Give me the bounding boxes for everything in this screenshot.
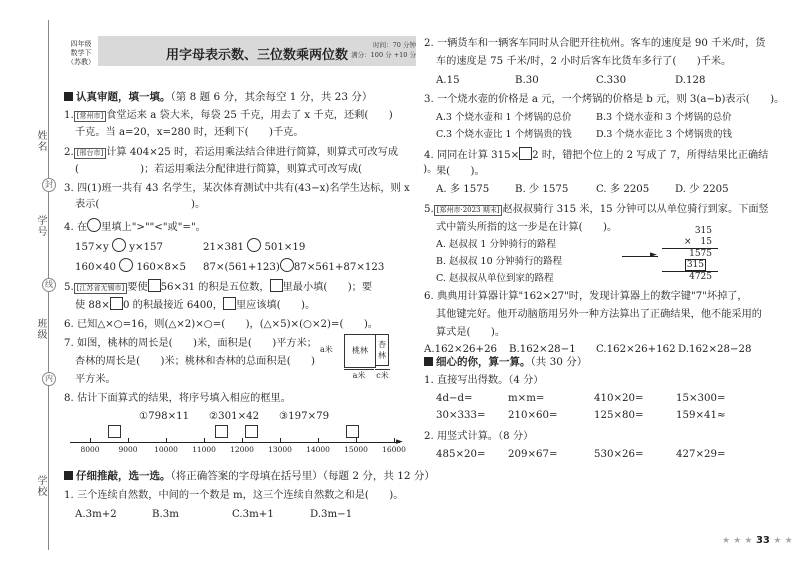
number-line-tick [128, 438, 129, 442]
answer-circle[interactable] [119, 258, 133, 272]
answer-box[interactable] [215, 425, 228, 438]
number-line-tick [204, 438, 205, 442]
edition-text: （苏教） [67, 58, 95, 66]
partial-product-1: 1575 [689, 249, 712, 259]
binding-circle: 内 [42, 372, 56, 386]
question-5-line2: 使 88× 0 的积最接近 6400， 里应该填( )。 [75, 297, 315, 312]
calc-item: 159×41≈ [676, 410, 726, 421]
choice-3-option-c: C.3 个烧水壶比 1 个烤锅贵的钱 [436, 129, 572, 140]
multiplicand: 315 [694, 226, 712, 236]
question-4: 4. 在 里填上">""<"或"="。 [64, 218, 206, 234]
bottom-a-label: a米 [344, 369, 374, 381]
choice-3-option-d: D.3 个烧水壶比 3 个烤锅贵的钱 [596, 129, 732, 140]
section-choice-heading: 仔细推敲，选一选。（将正确答案的字母填在括号里）（每题 2 分，共 12 分） [64, 470, 435, 483]
calc-item: 125×80= [594, 410, 644, 421]
compare-item: 157×y y×157 [75, 238, 163, 254]
number-line-tick-label: 16000 [382, 445, 406, 454]
choice-1-option-a: A.3m+2 [75, 509, 117, 520]
arrow-icon: ► [396, 437, 403, 447]
question-3: 3. 四(1)班一共有 43 名学生，某次体育测试中共有(43−x)名学生达标，则 x [64, 183, 410, 194]
vertical-multiplication [662, 226, 718, 288]
question-7: 7. 如图，桃林的周长是( )米，面积是( )平方米； [64, 338, 317, 349]
choice-2-option-c: C.330 [596, 75, 627, 86]
choice-4: 4. 同同在计算 315× 2 时，错把个位上的 2 写成了 7，所得结果比正确结 [424, 147, 768, 162]
orchard-figure [322, 334, 402, 382]
name-label: 姓名 [35, 130, 46, 152]
apricot-orchard: 杏 林 [375, 334, 389, 366]
compare-item: 87×(561+123) 87×561+87×123 [203, 258, 384, 274]
choice-4-option-a: A. 多 1575 [436, 184, 490, 195]
choice-5: 5. [郑州市·2023 期末] 赵叔叔骑行 315 米，15 分钟可以从单位骑行到家。下面竖 [424, 204, 769, 215]
number-line-tick [356, 438, 357, 442]
question-1: 1. [常州市] 食堂运来 a 袋大米，每袋 25 千克，用去了 x 千克，还剩( ) [64, 110, 393, 121]
section-marker-icon [424, 357, 433, 366]
choice-3-option-b: B.3 个烧水壶和 3 个烤锅的总价 [596, 112, 732, 123]
choice-2: 2. 一辆货车和一辆客车同时从合肥开往杭州。客车的速度是 90 千米/时，货 [424, 38, 766, 49]
student-number-label: 学号 [35, 215, 46, 237]
number-line-tick-label: 11000 [192, 445, 216, 454]
choice-6-option-d: D.162×28−28 [678, 344, 752, 355]
choice-3-option-a: A.3 个烧水壶和 1 个烤锅的总价 [436, 112, 572, 123]
stars-right: ★ ★ [773, 536, 793, 546]
answer-box[interactable] [148, 279, 161, 292]
answer-box[interactable] [108, 425, 121, 438]
number-line-tick-label: 14000 [306, 445, 330, 454]
grade-badge [64, 40, 98, 67]
choice-6-line2: 其他键完好。他开动脑筋用另外一种方法算出了正确结果，他不能采用的 [436, 309, 762, 320]
choice-2-option-b: B.30 [515, 75, 539, 86]
choice-3: 3. 一个烧水壶的价格是 a 元，一个烤锅的价格是 b 元，则 3(a−b)表示( )。 [424, 94, 785, 105]
calc-item: 427×29= [676, 449, 726, 460]
compare-item: 160×40 160×8×5 [75, 258, 186, 274]
calc-1: 1. 直接写出得数。（4 分） [424, 375, 544, 386]
answer-circle[interactable] [112, 238, 126, 252]
estimate-expr-1: ①798×11 [139, 411, 190, 422]
number-line-tick-label: 9000 [118, 445, 138, 454]
question-2: 2. [邢台市] 计算 404×25 时，若运用乘法结合律进行简算，则算式可改写成 [64, 147, 399, 158]
calc-item: 30×333= [436, 410, 486, 421]
subject-text: 数学 [70, 49, 85, 57]
question-7-line3: 平方米。 [75, 374, 116, 385]
answer-box[interactable] [110, 297, 123, 310]
choice-5-option-b: B. 赵叔叔 10 分钟骑行的路程 [436, 256, 563, 267]
number-line-tick [318, 438, 319, 442]
number-line-tick [280, 438, 281, 442]
arrow-icon: ► [650, 250, 657, 260]
calc-item: 209×67= [508, 449, 558, 460]
binding-circle: 线 [42, 278, 56, 292]
answer-box[interactable] [223, 297, 236, 310]
choice-5-option-a: A. 赵叔叔 1 分钟骑行的路程 [436, 239, 556, 250]
time-score-info [336, 40, 416, 60]
calc-item: 530×26= [594, 449, 644, 460]
choice-6-option-c: C.162×26+162 [596, 344, 676, 355]
choice-5-line2: 式中箭头所指的这一步是在计算( )。 [436, 222, 618, 233]
compare-item: 21×381 501×19 [203, 238, 305, 254]
bottom-c-label: c米 [376, 371, 389, 380]
choice-4-option-b: B. 少 1575 [515, 184, 569, 195]
choice-4-option-d: D. 少 2205 [675, 184, 729, 195]
time-limit: 时间：70 分钟 [373, 41, 416, 49]
number-line-tick [242, 438, 243, 442]
question-2-line2: ( )；若运用乘法分配律进行简算，则算式可改写成( )。 [75, 164, 438, 175]
number-line [70, 422, 410, 462]
page-number-value: 33 [755, 535, 770, 546]
binding-strip [0, 0, 62, 569]
answer-circle[interactable] [247, 238, 261, 252]
number-line-tick-label: 8000 [80, 445, 100, 454]
choice-2-option-a: A.15 [436, 75, 460, 86]
estimate-expr-2: ②301×42 [209, 411, 260, 422]
calc-item: 210×60= [508, 410, 558, 421]
answer-box[interactable] [346, 425, 359, 438]
page-number [722, 535, 793, 546]
choice-6-option-a: A.162×26+26 [424, 344, 498, 355]
number-line-tick [394, 438, 395, 442]
question-5: 5. [江苏省无锡市] 要使 56×31 的积是五位数， 里最小填( )；要 [64, 279, 372, 294]
answer-box[interactable] [519, 147, 532, 160]
answer-circle[interactable] [87, 218, 101, 232]
number-line-tick [166, 438, 167, 442]
partial-product-2: 315 [662, 260, 718, 272]
choice-5-option-c: C. 赵叔叔从单位到家的路程 [436, 273, 554, 284]
estimate-expr-3: ③197×79 [279, 411, 330, 422]
number-line-tick-label: 10000 [154, 445, 178, 454]
number-line-tick-label: 12000 [230, 445, 254, 454]
answer-box[interactable] [270, 279, 283, 292]
section-marker-icon [64, 92, 73, 101]
section-fill-in-heading: 认真审题，填一填。（第 8 题 6 分，其余每空 1 分，共 23 分） [64, 91, 372, 104]
choice-4-option-c: C. 多 2205 [596, 184, 650, 195]
answer-circle[interactable] [280, 258, 294, 272]
multiplier: × 15 [662, 237, 718, 249]
section-calculate-heading: 细心的你，算一算。（共 30 分） [424, 356, 587, 369]
product: 4725 [689, 272, 712, 282]
choice-2-option-d: D.128 [675, 75, 706, 86]
choice-4-line2: 果( )。 [436, 166, 485, 177]
full-score: 满分：100 分 +10 分 [351, 51, 416, 59]
stars-left: ★ ★ ★ [722, 536, 753, 546]
number-line-tick [90, 438, 91, 442]
question-1-line2: 千克。当 a=20，x=280 时，还剩下( )千克。 [75, 127, 304, 138]
calc-item: 4d−d= [436, 393, 473, 404]
choice-1: 1. 三个连续自然数，中间的一个数是 m，这三个连续自然数之和是( )。 [64, 490, 404, 501]
number-line-tick-label: 15000 [344, 445, 368, 454]
number-line-tick-label: 13000 [268, 445, 292, 454]
choice-1-option-d: D.3m−1 [310, 509, 353, 520]
choice-6-option-b: B.162×28−1 [509, 344, 576, 355]
choice-6: 6. 典典用计算器计算"162×27"时，发现计算器上的数字键"7"坏掉了， [424, 291, 748, 302]
question-8: 8. 估计下面算式的结果，将序号填入相应的框里。 [64, 393, 291, 404]
number-line-axis [70, 442, 400, 443]
section-marker-icon [64, 471, 73, 480]
question-7-line2: 杏林的周长是( )米；桃林和杏林的总面积是( ) [75, 356, 316, 367]
answer-box[interactable] [245, 425, 258, 438]
peach-orchard: 桃林 [344, 334, 376, 368]
choice-1-option-b: B.3m [152, 509, 179, 520]
question-3-line2: 表示( )。 [75, 199, 206, 210]
calc-item: 485×20= [436, 449, 486, 460]
term-text: 下 [84, 49, 92, 57]
choice-2-line2: 车的速度是 75 千米/时，2 小时后客车比货车多行了( )千米。 [436, 56, 732, 67]
question-6: 6. 已知△×○=16，则(△×2)×○=( )，(△×5)×(○×2)=( )。 [64, 319, 378, 330]
choice-6-line3: 算式是( )。 [436, 327, 506, 338]
page-title: 用字母表示数、三位数乘两位数 [165, 48, 348, 63]
side-a-label: a米 [320, 345, 333, 354]
choice-1-option-c: C.3m+1 [232, 509, 274, 520]
calc-item: 15×300= [676, 393, 726, 404]
calc-item: m×m= [508, 393, 545, 404]
calc-item: 410×20= [594, 393, 644, 404]
grade-text: 四年级 [70, 40, 92, 48]
class-label: 班级 [35, 318, 46, 340]
school-label: 学校 [35, 475, 46, 497]
binding-circle: 封 [42, 178, 56, 192]
calc-2: 2. 用竖式计算。（8 分） [424, 431, 534, 442]
